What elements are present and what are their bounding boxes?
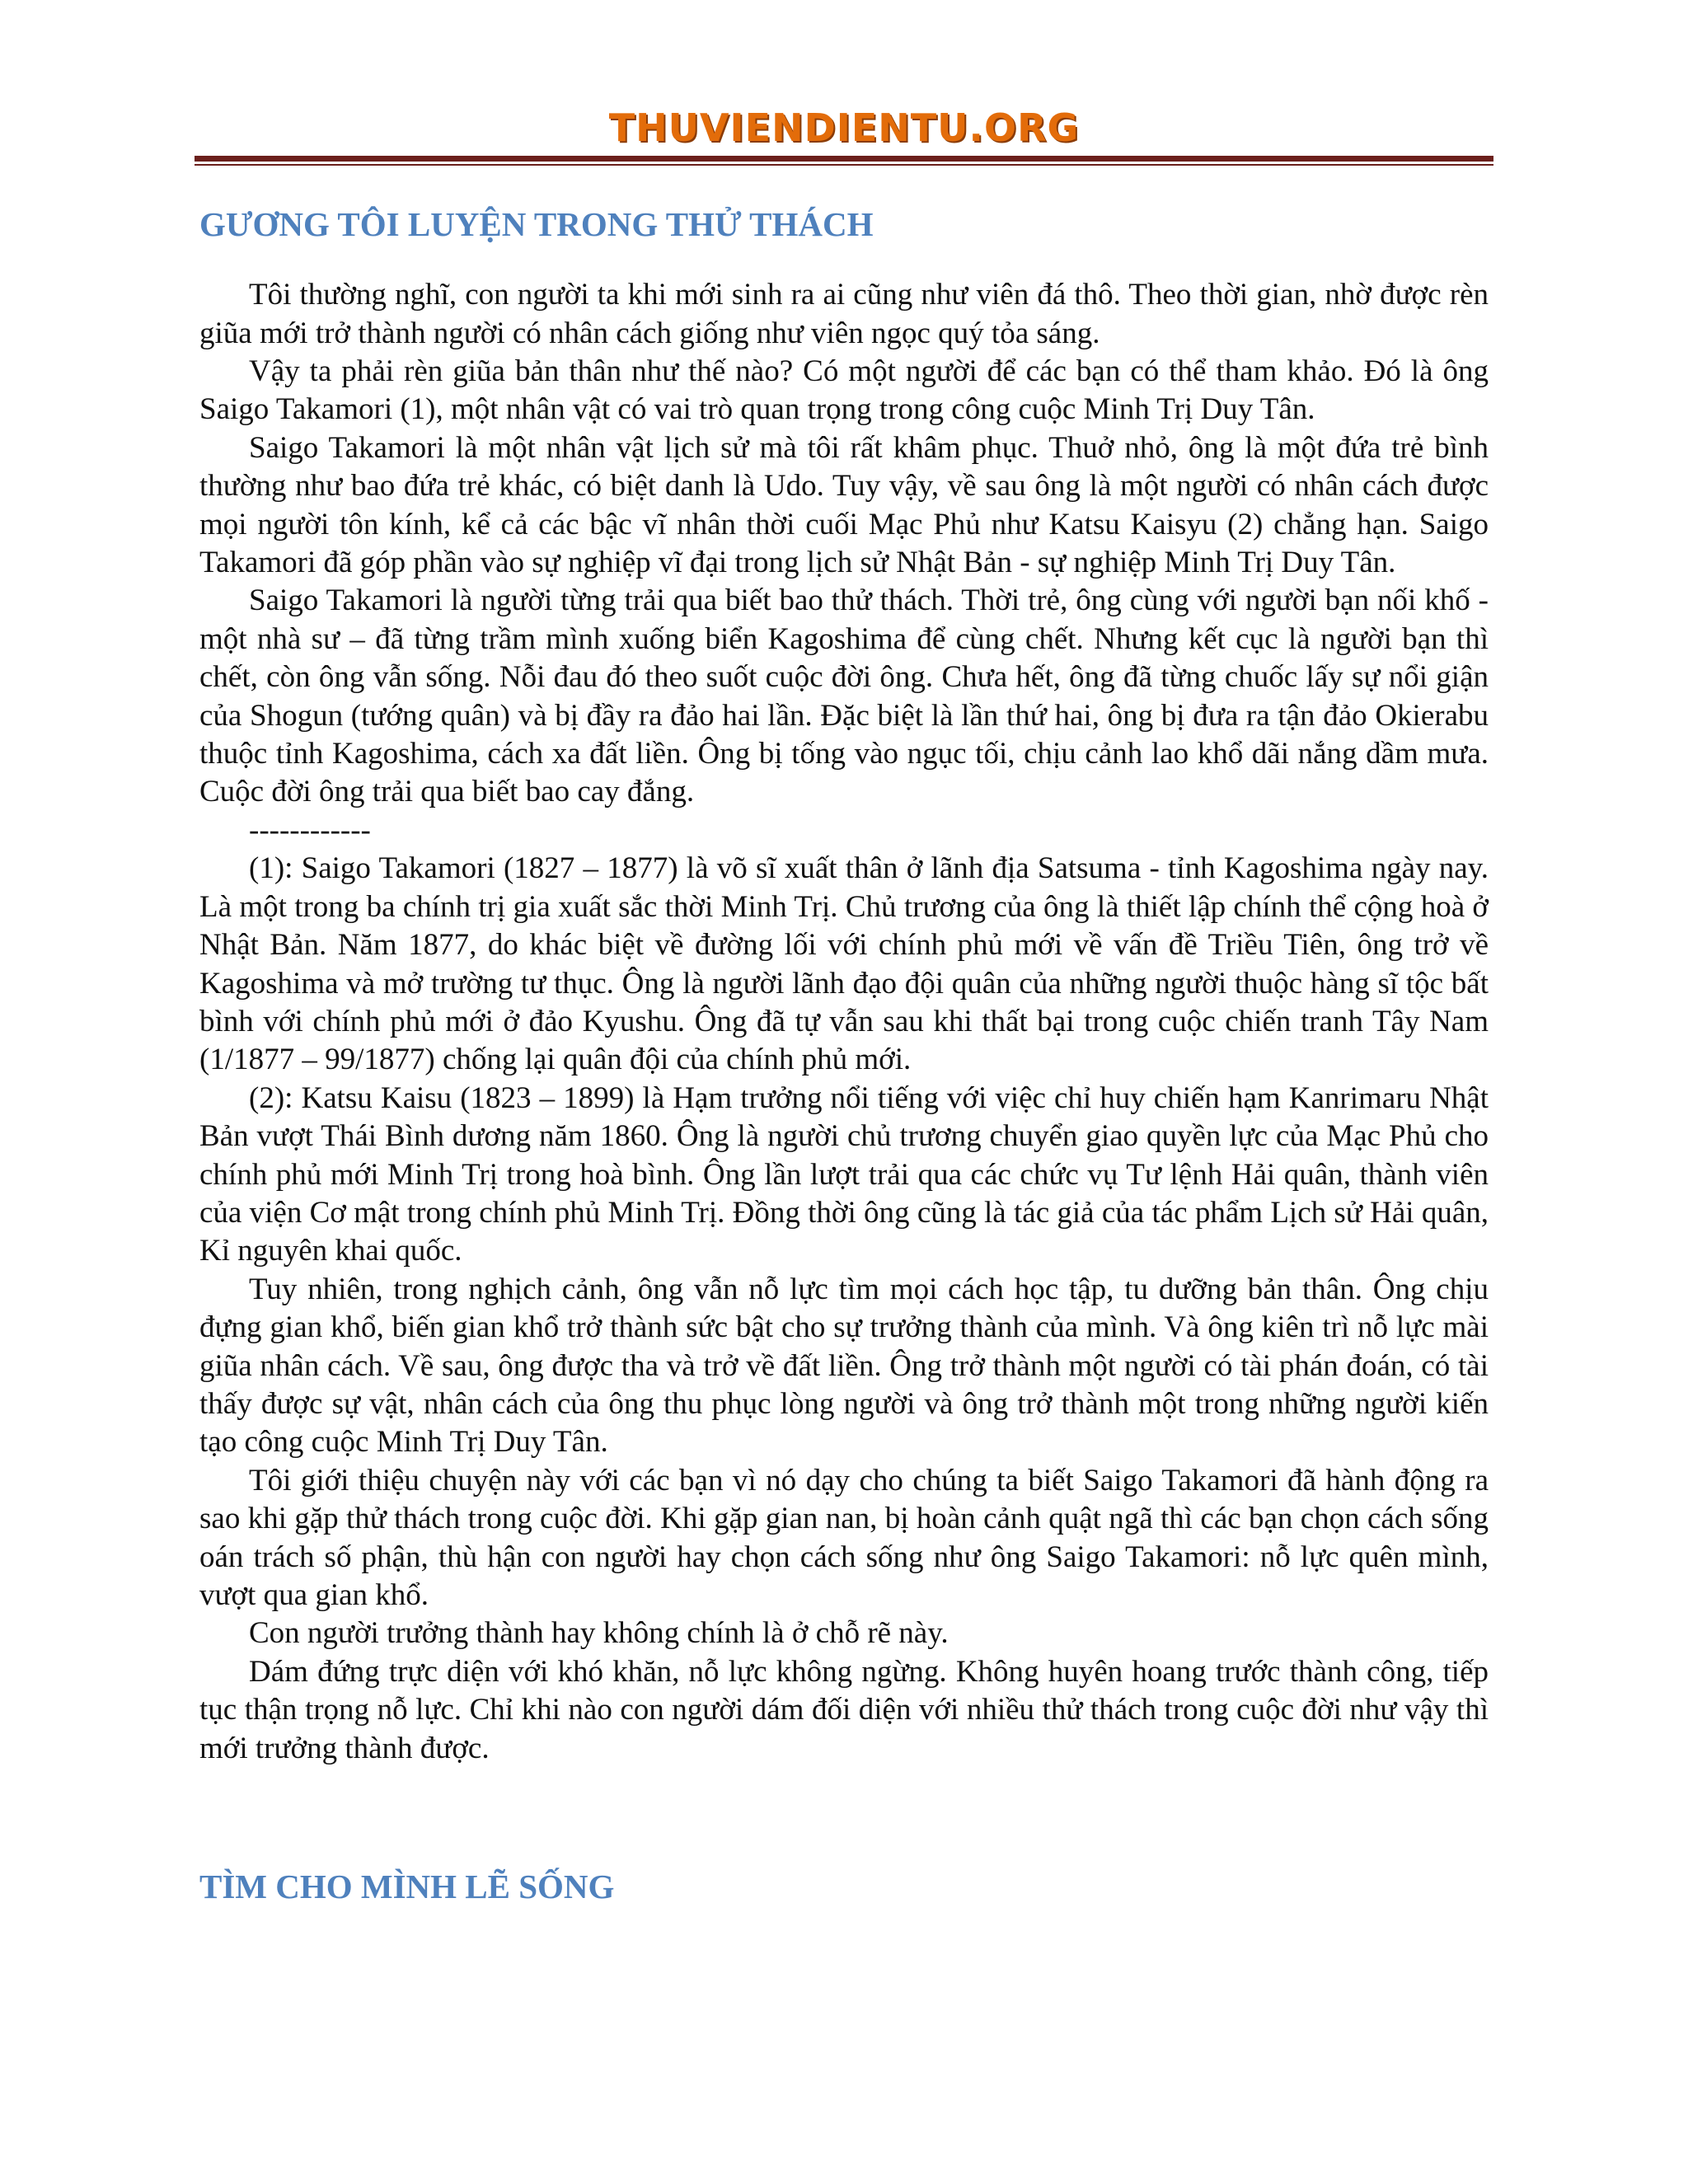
- document-body: [199, 190, 1489, 1907]
- header-divider-thin: [195, 164, 1493, 166]
- footnote: (2): Katsu Kaisu (1823 – 1899) là Hạm trưởng nổi tiếng với việc chỉ huy chiến hạm Kanrimaru Nhật Bản vượt Thái Bình dương năm 1860. Ông là người chủ trương chuyển giao quyền lực của Mạc Phủ cho chính phủ mới Minh Trị trong hoà bình. Ông lần lượt trải qua các chức vụ Tư lệnh Hải quân, thành viên của viện Cơ mật trong chính phủ Minh Trị. Đồng thời ông cũng là tác giả của tác phẩm Lịch sử Hải quân, Kỉ nguyên khai quốc.: [199, 1080, 1489, 1268]
- site-logo-text: THUVIENDIENTU.ORG: [608, 105, 1080, 150]
- paragraph: Vậy ta phải rèn giũa bản thân như thế nào? Có một người để các bạn có thể tham khảo. Đó là ông Saigo Takamori (1), một nhân vật có vai trò quan trọng trong công cuộc Minh Trị Duy Tân.: [199, 354, 1489, 427]
- paragraph: Saigo Takamori là người từng trải qua biết bao thử thách. Thời trẻ, ông cùng với người bạn nối khố - một nhà sư – đã từng trầm mình xuống biển Kagoshima để cùng chết. Nhưng kết cục là người bạn thì chết, còn ông vẫn sống. Nỗi đau đó theo suốt cuộc đời ông. Chưa hết, ông đã từng chuốc lấy sự nổi giận của Shogun (tướng quân) và bị đầy ra đảo hai lần. Đặc biệt là lần thứ hai, ông bị đưa ra tận đảo Okierabu thuộc tỉnh Kagoshima, cách xa đất liền. Ông bị tống vào ngục tối, chịu cảnh lao khổ dãi nắng dầm mưa. Cuộc đời ông trải qua biết bao cay đắng.: [199, 583, 1489, 809]
- paragraph: Con người trưởng thành hay không chính là ở chỗ rẽ này.: [249, 1616, 949, 1651]
- paragraph: Tuy nhiên, trong nghịch cảnh, ông vẫn nỗ lực tìm mọi cách học tập, tu dưỡng bản thân. Ông chịu đựng gian khổ, biến gian khổ trở thành sức bật cho sự trưởng thành của mình. Và ông kiên trì nỗ lực mài giũa nhân cách. Về sau, ông được tha và trở về đất liền. Ông trở thành một người có tài phán đoán, có tài thấy được sự vật, nhân cách của ông thu phục lòng người và ông trở thành một trong những người kiến tạo công cuộc Minh Trị Duy Tân.: [199, 1272, 1489, 1460]
- paragraph: Tôi thường nghĩ, con người ta khi mới sinh ra ai cũng như viên đá thô. Theo thời gian, nhờ được rèn giũa mới trở thành người có nhân cách giống như viên ngọc quý tỏa sáng.: [199, 278, 1489, 350]
- footnote-separator: ------------: [249, 813, 371, 847]
- article-title: GƯƠNG TÔI LUYỆN TRONG THỬ THÁCH: [199, 205, 874, 243]
- paragraph: Tôi giới thiệu chuyện này với các bạn vì nó dạy cho chúng ta biết Saigo Takamori đã hành động ra sao khi gặp thử thách trong cuộc đời. Khi gặp gian nan, bị hoàn cảnh quật ngã thì các bạn chọn cách sống oán trách số phận, thù hận con người hay chọn cách sống như ông Saigo Takamori: nỗ lực quên mình, vượt qua gian khổ.: [199, 1463, 1489, 1612]
- paragraph: Saigo Takamori là một nhân vật lịch sử mà tôi rất khâm phục. Thuở nhỏ, ông là một đứa trẻ bình thường như bao đứa trẻ khác, có biệt danh là Udo. Tuy vậy, về sau ông là một người có nhân cách được mọi người tôn kính, kể cả các bậc vĩ nhân thời cuối Mạc Phủ như Katsu Kaisyu (2) chẳng hạn. Saigo Takamori đã góp phần vào sự nghiệp vĩ đại trong lịch sử Nhật Bản - sự nghiệp Minh Trị Duy Tân.: [199, 430, 1489, 580]
- footnote: (1): Saigo Takamori (1827 – 1877) là võ sĩ xuất thân ở lãnh địa Satsuma - tỉnh Kagoshima ngày nay. Là một trong ba chính trị gia xuất sắc thời Minh Trị. Chủ trương của ông là thiết lập chính thể cộng hoà ở Nhật Bản. Năm 1877, do khác biệt về đường lối với chính phủ mới về vấn đề Triều Tiên, ông trở về Kagoshima và mở trường tư thục. Ông là người lãnh đạo đội quân của những người thuộc hàng sĩ tộc bất bình với chính phủ mới ở đảo Kyushu. Ông đã tự vẫn sau khi thất bại trong cuộc chiến tranh Tây Nam (1/1877 – 99/1877) chống lại quân đội của chính phủ mới.: [199, 851, 1489, 1077]
- header-divider-thick: [195, 156, 1493, 162]
- page-header: [195, 97, 1493, 171]
- next-article-title: TÌM CHO MÌNH LẼ SỐNG: [199, 1868, 615, 1906]
- paragraph: Dám đứng trực diện với khó khăn, nỗ lực không ngừng. Không huyên hoang trước thành công, tiếp tục thận trọng nỗ lực. Chỉ khi nào con người dám đối diện với nhiều thử thách trong cuộc đời như vậy thì mới trưởng thành được.: [199, 1654, 1489, 1765]
